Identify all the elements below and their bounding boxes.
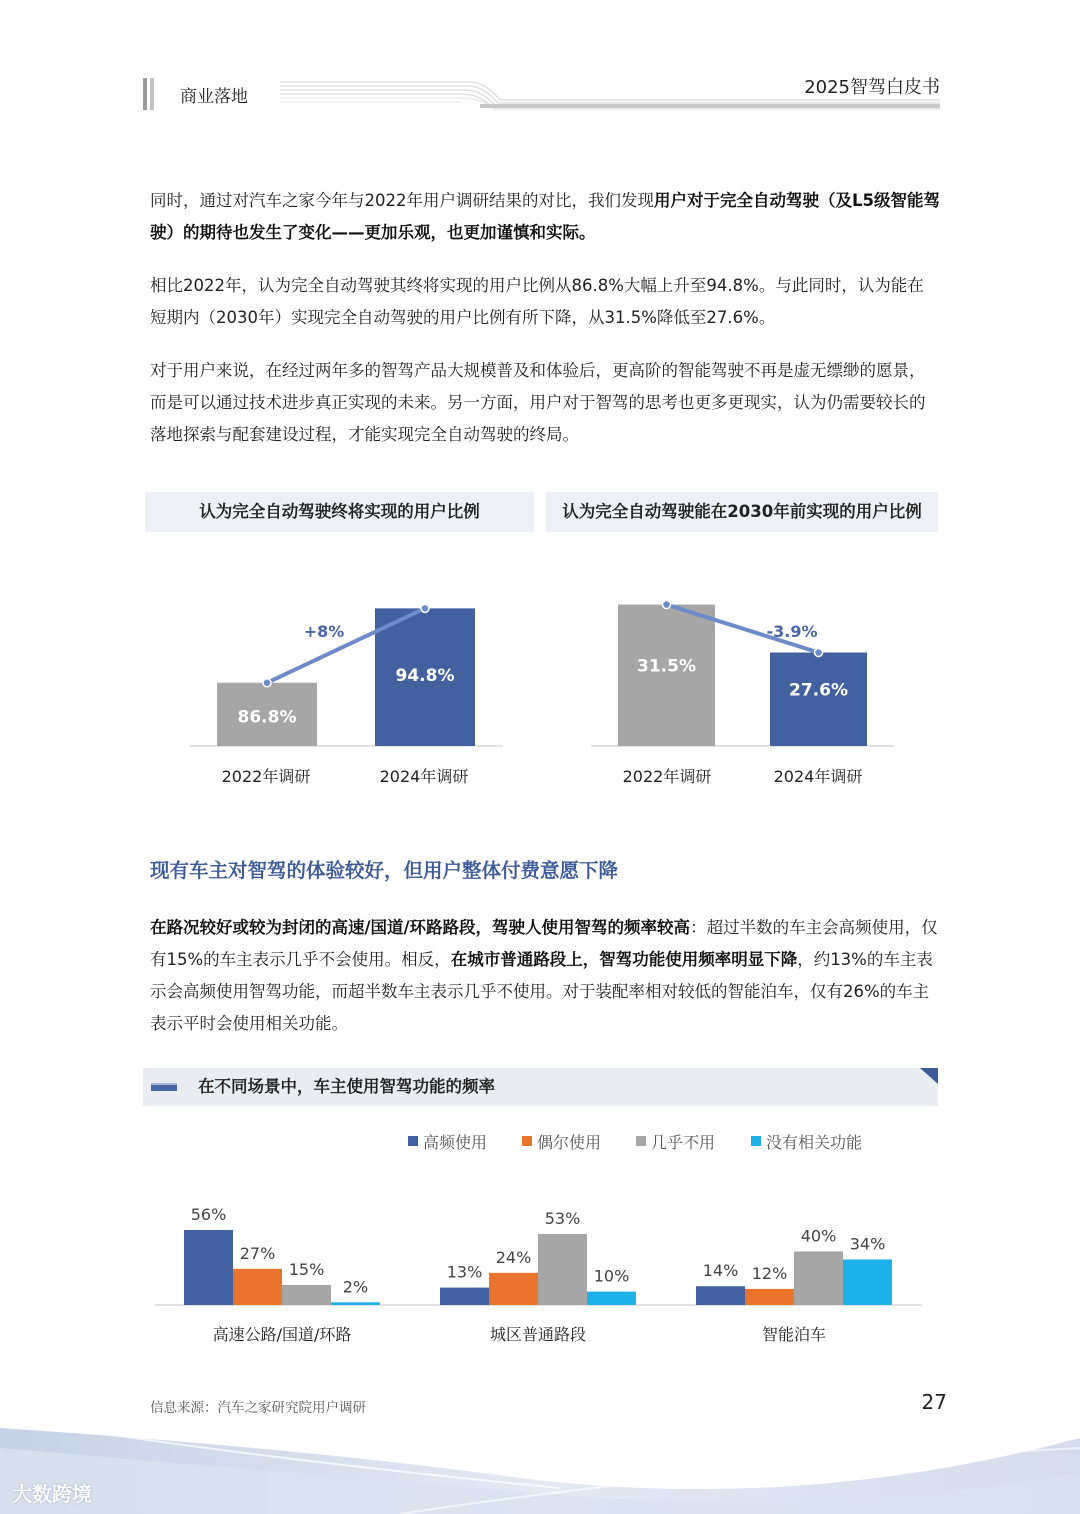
paragraph-1-bold: 用户对于完全自动驾驶（及L5级智能驾驶）的期待也发生了变化——更加乐观，也更加谨慎和实际。 <box>150 191 940 242</box>
freq-bar-highway-occasional <box>233 1269 282 1305</box>
legend-swatch-occasional <box>522 1136 532 1146</box>
freq-bar-urban-high <box>440 1288 489 1305</box>
header-accent-bar <box>143 78 147 110</box>
freq-bar-urban-none <box>587 1292 636 1305</box>
paragraph-4-bold-a: 在路况较好或较为封闭的高速/国道/环路路段，驾驶人使用智驾的频率较高 <box>150 918 691 937</box>
paragraph-1 <box>150 185 940 249</box>
chart2-trend-point-2022 <box>663 601 671 609</box>
freq-chart-header <box>143 1068 938 1106</box>
legend-label-high: 高频使用 <box>423 1133 488 1152</box>
chart1-bar-label-2022: 86.8% <box>237 707 297 728</box>
legend-label-rarely: 几乎不用 <box>651 1133 716 1152</box>
freq-bars <box>184 1205 892 1305</box>
freq-bar-label-highway-none: 2% <box>342 1277 369 1297</box>
freq-bar-label-urban-none: 10% <box>593 1266 630 1286</box>
freq-bar-highway-rarely <box>282 1285 331 1305</box>
paragraph-4 <box>150 912 940 1040</box>
legend-swatch-none <box>751 1136 761 1146</box>
freq-chart-title: 在不同场景中，车主使用智驾功能的频率 <box>198 1077 495 1096</box>
freq-bar-parking-none <box>843 1259 892 1305</box>
chart2-category-2022: 2022年调研 <box>622 767 712 786</box>
freq-bar-parking-high <box>696 1286 745 1305</box>
paragraph-4-text-b: ：超过半数的车主会高频使用，仅有15%的车主表示几乎不会使用。相反， <box>150 918 938 969</box>
chart1-delta-label: +8% <box>303 622 345 641</box>
freq-header-corner <box>920 1068 938 1084</box>
watermark-text: 大数跨境 <box>12 1482 92 1506</box>
freq-bar-label-parking-high: 14% <box>702 1261 739 1281</box>
chart1-category-2022: 2022年调研 <box>221 767 311 786</box>
freq-bar-parking-occasional <box>745 1289 794 1305</box>
freq-category-parking: 智能泊车 <box>761 1325 827 1344</box>
freq-header-stripe-icon <box>151 1083 177 1091</box>
footer-decorative-wave <box>0 1418 1080 1514</box>
freq-bar-urban-rarely <box>538 1234 587 1305</box>
paragraph-4-text-d: ，约13%的车主表示会高频使用智驾功能，而超半数车主表示几乎不使用。对于装配率相对较低的智能泊车，仅有26%的车主表示平时会使用相关功能。 <box>150 950 933 1033</box>
section-title: 现有车主对智驾的体验较好，但用户整体付费意愿下降 <box>150 859 619 882</box>
chart1-trend-point-2022 <box>263 679 271 687</box>
freq-bar-label-highway-high: 56% <box>190 1204 227 1224</box>
chart1-title: 认为完全自动驾驶终将实现的用户比例 <box>145 492 534 532</box>
freq-bar-label-parking-none: 34% <box>849 1234 886 1254</box>
chart1-category-2024: 2024年调研 <box>379 767 469 786</box>
freq-bar-highway-high <box>184 1230 233 1305</box>
paragraph-1-text: 同时，通过对汽车之家今年与2022年用户调研结果的对比，我们发现 <box>150 191 654 210</box>
chart2-title: 认为完全自动驾驶能在2030年前实现的用户比例 <box>546 492 938 532</box>
paragraph-3: 对于用户来说，在经过两年多的智驾产品大规模普及和体验后，更高阶的智能驾驶不再是虚无缥缈的愿景，而是可以通过技术进步真正实现的未来。另一方面，用户对于智驾的思考也更多更现实，认为仍需要较长的落地探索与配套建设过程，才能实现完全自动驾驶的终局。 <box>150 361 926 444</box>
header-doc-title: 2025智驾白皮书 <box>804 77 940 98</box>
chart2-delta-label: -3.9% <box>766 622 818 641</box>
header-accent-bar-light <box>150 78 154 110</box>
freq-bar-label-parking-rarely: 40% <box>800 1226 837 1246</box>
freq-bar-label-urban-occasional: 24% <box>495 1247 532 1267</box>
chart2-category-2024: 2024年调研 <box>773 767 863 786</box>
paragraph-4-bold-c: 在城市普通路段上，智驾功能使用频率明显下降 <box>450 950 798 969</box>
page-header <box>0 0 1080 130</box>
source-note: 信息来源：汽车之家研究院用户调研 <box>150 1400 366 1416</box>
page-number: 27 <box>921 1390 947 1414</box>
freq-chart-svg <box>140 1120 940 1360</box>
legend-swatch-high <box>408 1136 418 1146</box>
legend-label-none: 没有相关功能 <box>766 1133 863 1152</box>
freq-bar-parking-rarely <box>794 1251 843 1305</box>
freq-legend <box>408 1133 862 1152</box>
freq-category-urban: 城区普通路段 <box>489 1325 587 1344</box>
legend-label-occasional: 偶尔使用 <box>537 1133 602 1152</box>
chart2-bar-label-2024: 27.6% <box>789 680 848 701</box>
freq-bar-highway-none <box>331 1302 380 1305</box>
chart2-trend-point-2024 <box>815 649 823 657</box>
chart1-svg <box>145 545 535 805</box>
paragraph-2: 相比2022年，认为完全自动驾驶其终将实现的用户比例从86.8%大幅上升至94.8%。与此同时，认为能在短期内（2030年）实现完全自动驾驶的用户比例有所下降，从31.5%降低至27.6%。 <box>150 276 924 327</box>
freq-category-highway: 高速公路/国道/环路 <box>212 1325 352 1344</box>
freq-bar-label-urban-high: 13% <box>446 1262 483 1282</box>
freq-bar-label-parking-occasional: 12% <box>751 1263 788 1283</box>
freq-bar-label-highway-rarely: 15% <box>288 1259 325 1279</box>
freq-bar-label-highway-occasional: 27% <box>239 1243 276 1263</box>
chart1-trend-point-2024 <box>421 604 429 612</box>
chart2-bar-label-2022: 31.5% <box>637 656 696 677</box>
chart2-svg <box>546 545 938 805</box>
chart1-bar-label-2024: 94.8% <box>395 666 455 687</box>
freq-bar-label-urban-rarely: 53% <box>544 1208 581 1228</box>
legend-swatch-rarely <box>636 1136 646 1146</box>
freq-bar-urban-occasional <box>489 1273 538 1305</box>
header-section-label: 商业落地 <box>180 87 248 107</box>
